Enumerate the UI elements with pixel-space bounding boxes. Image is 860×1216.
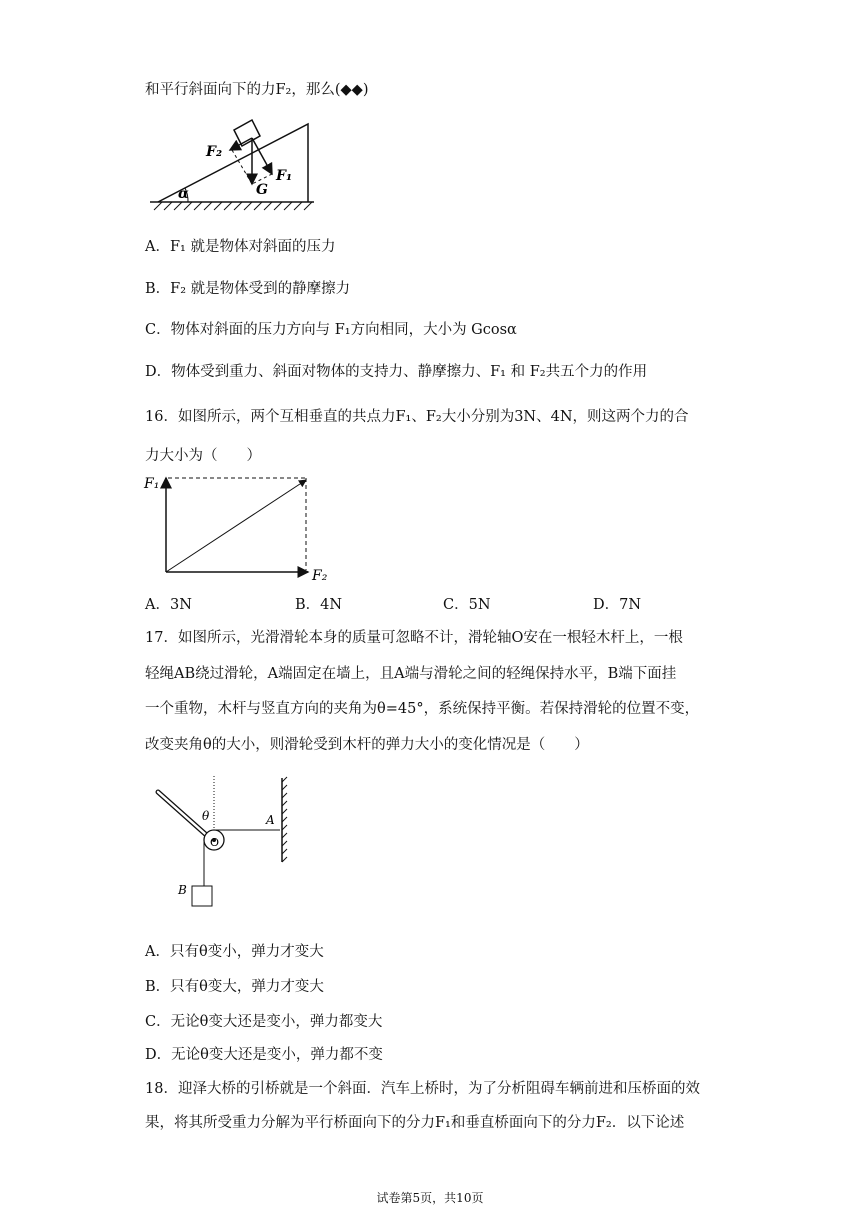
q16-option-d: D．7N	[593, 597, 642, 613]
q15-option-d: D．物体受到重力、斜面对物体的支持力、静摩擦力、F₁ 和 F₂共五个力的作用	[145, 364, 648, 380]
q16-option-a: A．3N	[145, 597, 192, 613]
f2-label: F₂	[312, 568, 328, 584]
f1-label: F₁	[276, 168, 293, 184]
b-label: B	[178, 883, 187, 897]
q17-option-d: D．无论θ变大还是变小，弹力都不变	[145, 1047, 383, 1063]
q15-option-c: C．物体对斜面的压力方向与 F₁方向相同，大小为 Gcosα	[145, 322, 517, 338]
q17-stem-line1: 17．如图所示，光滑滑轮本身的质量可忽略不计，滑轮轴O安在一根轻木杆上，一根	[145, 630, 683, 646]
q18-stem-line2: 果，将其所受重力分解为平行桥面向下的分力F₁和垂直桥面向下的分力F₂．以下论述	[145, 1115, 685, 1131]
q16-option-b: B．4N	[295, 597, 343, 613]
q16-stem-line2: 力大小为（ ）	[145, 448, 261, 464]
q17-option-c: C．无论θ变大还是变小，弹力都变大	[145, 1014, 383, 1030]
f2-label: F₂	[206, 144, 223, 160]
q18-stem-line1: 18．迎泽大桥的引桥就是一个斜面．汽车上桥时，为了分析阻碍车辆前进和压桥面的效	[145, 1081, 700, 1097]
g-label: G	[256, 182, 268, 198]
a-label: A	[266, 813, 275, 827]
q17-stem-line2: 轻绳AB绕过滑轮，A端固定在墙上，且A端与滑轮之间的轻绳保持水平，B端下面挂	[145, 666, 677, 682]
f1-label: F₁	[144, 476, 160, 492]
q15-stem-tail: 和平行斜面向下的力F₂，那么(◆◆)	[145, 82, 369, 98]
q16-option-c: C．5N	[443, 597, 491, 613]
q17-option-a: A．只有θ变小，弹力才变大	[145, 944, 324, 960]
q15-option-a: A．F₁ 就是物体对斜面的压力	[145, 239, 336, 255]
q17-stem-line4: 改变夹角θ的大小，则滑轮受到木杆的弹力大小的变化情况是（ ）	[145, 737, 589, 753]
theta-label: θ	[202, 809, 210, 823]
q16-stem-line1: 16．如图所示，两个互相垂直的共点力F₁、F₂大小分别为3N、4N，则这两个力的合	[145, 409, 689, 425]
q17-stem-line3: 一个重物，木杆与竖直方向的夹角为θ=45°，系统保持平衡。若保持滑轮的位置不变，	[145, 701, 700, 717]
q17-option-b: B．只有θ变大，弹力才变大	[145, 979, 324, 995]
q15-incline-figure	[148, 112, 318, 214]
q17-pulley-figure	[150, 770, 300, 916]
q16-force-figure	[142, 470, 342, 586]
page-footer: 试卷第5页，共10页	[376, 1191, 484, 1205]
o-label: O	[210, 836, 220, 849]
q15-option-b: B．F₂ 就是物体受到的静摩擦力	[145, 281, 351, 297]
alpha-label: α	[178, 186, 189, 202]
